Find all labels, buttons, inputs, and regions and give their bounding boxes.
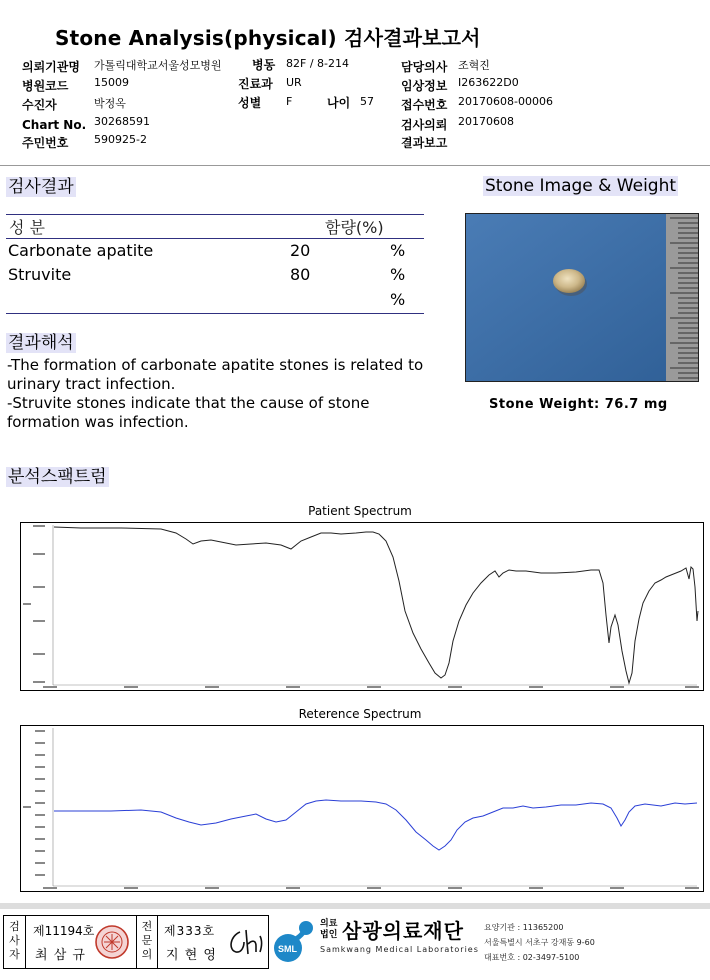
field-value: 20170608-00006 [458, 95, 553, 108]
stone-photo [465, 213, 699, 382]
specialist-label: 전문의 [136, 916, 158, 968]
stone-weight: Stone Weight: 76.7 mg [489, 397, 668, 412]
component-unit: % [390, 265, 406, 284]
sml-logo-icon [272, 917, 316, 965]
field-label: 수진자 [22, 98, 57, 112]
specialist-name: 지 현 영 [166, 948, 217, 963]
table-bottom-rule [6, 313, 424, 314]
org-info-line: 대표번호 : 02-3497-5100 [484, 953, 580, 962]
field-label: 접수번호 [401, 98, 448, 112]
sex-value: F [286, 95, 293, 108]
reference-spectrum-plot [21, 726, 703, 891]
org-name: 삼광의료재단 [342, 919, 464, 943]
field-value: 15009 [94, 76, 129, 89]
header-divider [0, 165, 710, 166]
interpretation-line-1: -The formation of carbonate apatite stones is related to urinary tract infection. [7, 356, 424, 393]
component-unit: % [390, 241, 406, 260]
col-component-header: 성 분 [9, 218, 45, 237]
logo-text: SML [278, 944, 297, 954]
sex-label: 성별 [238, 96, 262, 110]
examiner-seal [94, 924, 130, 960]
examiner-label: 검사자 [4, 916, 26, 968]
field-value: 가톨릭대학교서울성모병원 [94, 59, 222, 72]
component-name: Struvite [8, 265, 72, 284]
field-value: 590925-2 [94, 133, 147, 146]
component-name: Carbonate apatite [8, 241, 154, 260]
org-info-line: 서울특별시 서초구 강재동 9-60 [484, 938, 595, 947]
age-label: 나이 [327, 96, 351, 110]
footer-divider [0, 903, 710, 909]
age-value: 57 [360, 95, 374, 108]
component-unit: % [390, 290, 406, 309]
specialist-signature [226, 926, 266, 964]
field-value: 박정옥 [94, 97, 126, 110]
field-value: 조혁진 [458, 59, 490, 72]
stone-image-title: Stone Image & Weight [485, 176, 677, 196]
interpretation-title: 결과해석 [8, 333, 74, 353]
patient-spectrum-frame [20, 522, 704, 691]
specialist-no: 제333호 [164, 924, 216, 938]
patient-spectrum-plot [21, 523, 703, 690]
reference-spectrum-title: Reterence Spectrum [298, 707, 422, 721]
table-header-rule [6, 238, 424, 239]
field-label: 임상정보 [401, 79, 448, 93]
reference-spectrum-frame [20, 725, 704, 892]
dept-label: 진료과 [238, 77, 273, 91]
results-section-title: 검사결과 [8, 177, 74, 197]
org-prefix: 의료법인 [320, 919, 338, 940]
field-label: 주민번호 [22, 136, 69, 150]
org-english: Samkwang Medical Laboratories [320, 945, 479, 954]
field-label: Chart No. [22, 118, 87, 132]
interpretation-line-2: -Struvite stones indicate that the cause of stone formation was infection. [7, 394, 370, 431]
spectrum-section-title: 분석스팩트럼 [8, 467, 107, 487]
examiner-name: 최 삼 규 [35, 948, 86, 963]
field-label: 의뢰기관명 [22, 60, 80, 74]
dept-value: UR [286, 76, 302, 89]
field-value: I263622D0 [458, 76, 519, 89]
ward-value: 82F / 8-214 [286, 57, 349, 70]
col-amount-header: 함량(%) [325, 218, 384, 237]
field-value: 30268591 [94, 115, 150, 128]
report-title: Stone Analysis(physical) 검사결과보고서 [55, 26, 481, 50]
org-info [484, 920, 595, 965]
component-amount: 80 [290, 265, 311, 284]
field-value: 20170608 [458, 115, 514, 128]
org-info-line: 요양기관 : 11365200 [484, 923, 564, 932]
field-label: 결과보고 [401, 136, 448, 150]
field-label: 병원코드 [22, 79, 69, 93]
field-label: 담당의사 [401, 60, 448, 74]
ward-label: 병동 [252, 58, 276, 72]
patient-spectrum-title: Patient Spectrum [308, 504, 412, 518]
examiner-no: 제11194호 [33, 924, 95, 938]
signature-box [3, 915, 269, 969]
component-amount: 20 [290, 241, 311, 260]
field-label: 검사의뢰 [401, 118, 448, 132]
